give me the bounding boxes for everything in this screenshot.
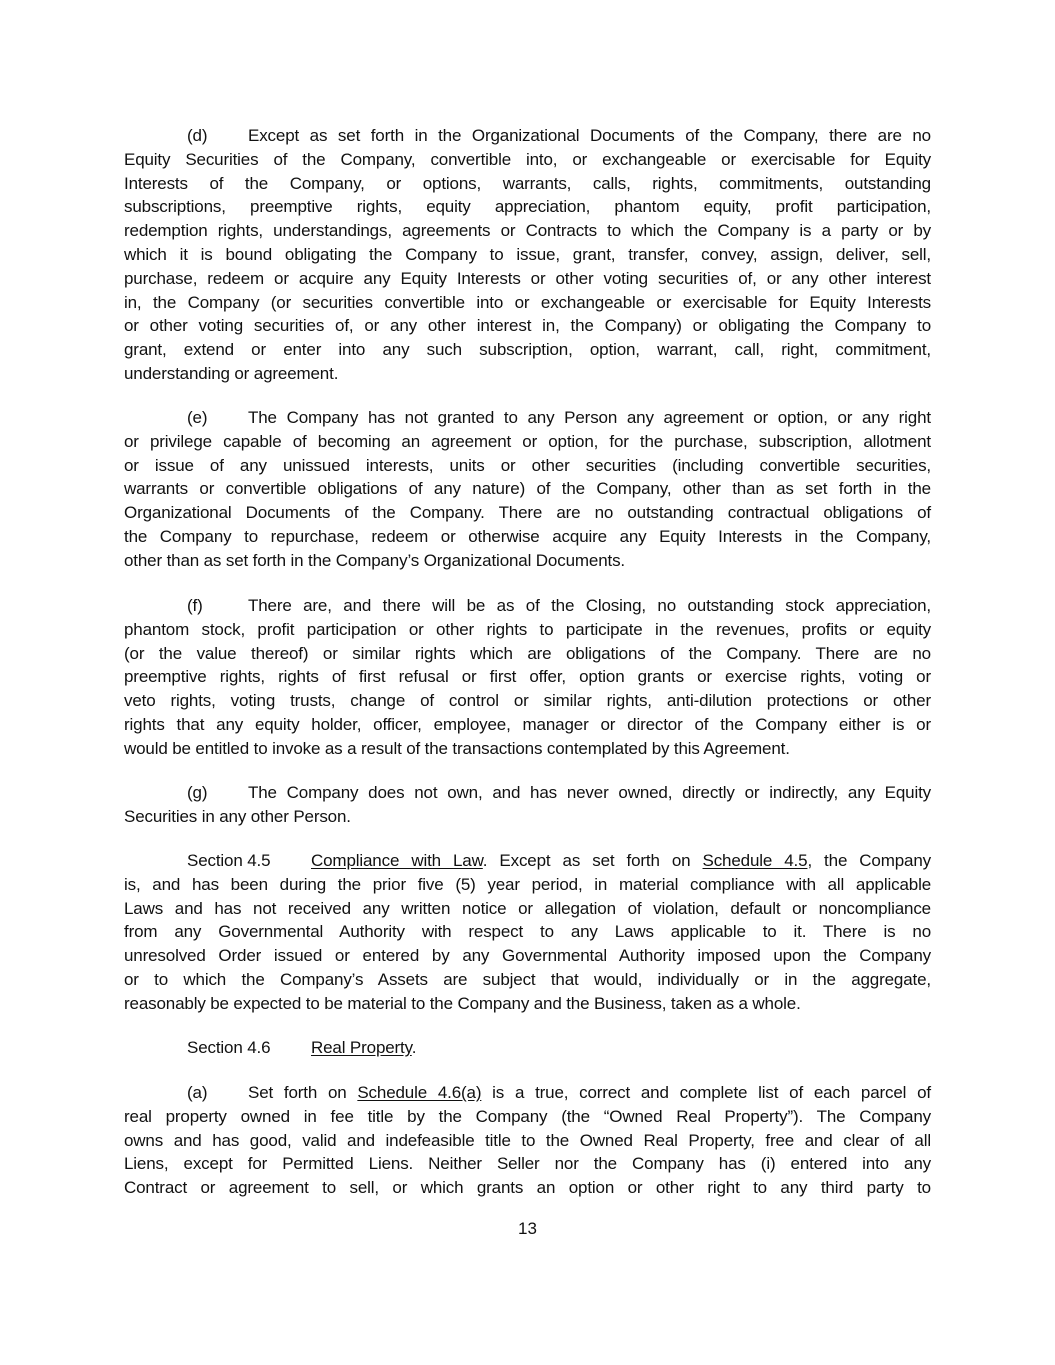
text-line: or other voting securities of, or any other interest in, the Company) or obligating the Company to bbox=[124, 316, 931, 336]
text-line bbox=[124, 849, 931, 873]
schedule-reference: Schedule 4.5 bbox=[702, 851, 808, 870]
paragraph-d bbox=[124, 124, 931, 386]
text-line: the Company to repurchase, redeem or otherwise acquire any Equity Interests in the Company, bbox=[124, 526, 931, 546]
section-label: Section 4.5 bbox=[187, 851, 271, 870]
text-line: owns and has good, valid and indefeasible title to the Owned Real Property, free and clear of all bbox=[124, 1130, 931, 1150]
section-title: Compliance with Law bbox=[311, 851, 483, 870]
line-text: . bbox=[411, 1038, 417, 1057]
line-text: , the Company bbox=[807, 851, 932, 870]
text-line bbox=[124, 1081, 931, 1105]
text-line: (or the value thereof) or similar rights which are obligations of the Company. There are no bbox=[124, 643, 931, 663]
text-line: unresolved Order issued or entered by any Governmental Authority imposed upon the Company bbox=[124, 946, 931, 966]
text-line: in, the Company (or securities convertible into or exchangeable or exercisable for Equity Interests bbox=[124, 292, 931, 312]
text-line bbox=[124, 594, 931, 618]
text-line: preemptive rights, rights of first refusal or first offer, option grants or exercise rights, voting or bbox=[124, 667, 931, 687]
section-4-6-heading bbox=[124, 1036, 931, 1060]
schedule-reference: Schedule 4.6(a) bbox=[357, 1083, 482, 1102]
text-line: purchase, redeem or acquire any Equity Interests or other voting securities of, or any other interest bbox=[124, 268, 931, 288]
line-text: is a true, correct and complete list of each parcel of bbox=[481, 1083, 931, 1102]
line-text: The Company has not granted to any Person any agreement or option, or any right bbox=[248, 408, 931, 427]
text-line bbox=[124, 781, 931, 805]
text-line: grant, extend or enter into any such subscription, option, warrant, call, right, commitment, bbox=[124, 340, 931, 360]
text-line: or to which the Company’s Assets are subject that would, individually or in the aggregate, bbox=[124, 969, 931, 989]
text-line bbox=[124, 124, 931, 148]
paragraph-g bbox=[124, 781, 931, 829]
text-line: or privilege capable of becoming an agreement or option, for the purchase, subscription, allotment bbox=[124, 431, 931, 451]
text-line: which it is bound obligating the Company to issue, grant, transfer, convey, assign, deliver, sell, bbox=[124, 244, 931, 264]
paragraph-label: (g) bbox=[187, 783, 208, 802]
text-line: reasonably be expected to be material to the Company and the Business, taken as a whole. bbox=[124, 993, 801, 1013]
text-line bbox=[124, 406, 931, 430]
text-line: subscriptions, preemptive rights, equity appreciation, phantom equity, profit participation, bbox=[124, 197, 931, 217]
page-number: 13 bbox=[518, 1219, 537, 1238]
paragraph-f bbox=[124, 594, 931, 761]
line-text: There are, and there will be as of the Closing, no outstanding stock appreciation, bbox=[248, 596, 931, 615]
text-line: Laws and has not received any written notice or allegation of violation, default or noncompliance bbox=[124, 898, 931, 918]
line-text: The Company does not own, and has never owned, directly or indirectly, any Equity bbox=[248, 783, 931, 802]
line-text: Except as set forth in the Organizational Documents of the Company, there are no bbox=[248, 126, 931, 145]
text-line: redemption rights, understandings, agreements or Contracts to which the Company is a party or by bbox=[124, 221, 931, 241]
section-label: Section 4.6 bbox=[187, 1038, 271, 1057]
line-text: Set forth on bbox=[248, 1083, 358, 1102]
text-line: other than as set forth in the Company’s Organizational Documents. bbox=[124, 550, 626, 570]
text-line: veto rights, voting trusts, change of control or similar rights, anti-dilution protections or other bbox=[124, 691, 931, 711]
text-line bbox=[124, 1036, 931, 1060]
section-4-5 bbox=[124, 849, 931, 1016]
paragraph-label: (e) bbox=[187, 408, 208, 427]
text-line: is, and has been during the prior five (5) year period, in material compliance with all applicable bbox=[124, 874, 931, 894]
text-line: would be entitled to invoke as a result of the transactions contemplated by this Agreement. bbox=[124, 738, 790, 758]
text-line: Organizational Documents of the Company. There are no outstanding contractual obligations of bbox=[124, 503, 931, 523]
paragraph-label: (d) bbox=[187, 126, 208, 145]
text-line: rights that any equity holder, officer, employee, manager or director of the Company either is or bbox=[124, 714, 931, 734]
section-title: Real Property bbox=[311, 1038, 412, 1057]
paragraph-4-6-a bbox=[124, 1081, 931, 1200]
paragraph-label: (f) bbox=[187, 596, 203, 615]
text-line: from any Governmental Authority with respect to any Laws applicable to it. There is no bbox=[124, 922, 931, 942]
text-line: Interests of the Company, or options, warrants, calls, rights, commitments, outstanding bbox=[124, 173, 931, 193]
text-line: real property owned in fee title by the Company (the “Owned Real Property”). The Company bbox=[124, 1106, 931, 1126]
text-line: or issue of any unissued interests, units or other securities (including convertible securities, bbox=[124, 455, 931, 475]
line-text: . Except as set forth on bbox=[482, 851, 703, 870]
text-line: phantom stock, profit participation or other rights to participate in the revenues, profits or equity bbox=[124, 619, 931, 639]
paragraph-label: (a) bbox=[187, 1083, 208, 1102]
text-line: Liens, except for Permitted Liens. Neither Seller nor the Company has (i) entered into any bbox=[124, 1154, 931, 1174]
text-line: Securities in any other Person. bbox=[124, 806, 351, 826]
text-line: Equity Securities of the Company, convertible into, or exchangeable or exercisable for Equity bbox=[124, 149, 931, 169]
text-line: understanding or agreement. bbox=[124, 363, 339, 383]
paragraph-e bbox=[124, 406, 931, 573]
text-line: warrants or convertible obligations of any nature) of the Company, other than as set forth in the bbox=[124, 479, 931, 499]
text-line: Contract or agreement to sell, or which grants an option or other right to any third party to bbox=[124, 1178, 931, 1198]
